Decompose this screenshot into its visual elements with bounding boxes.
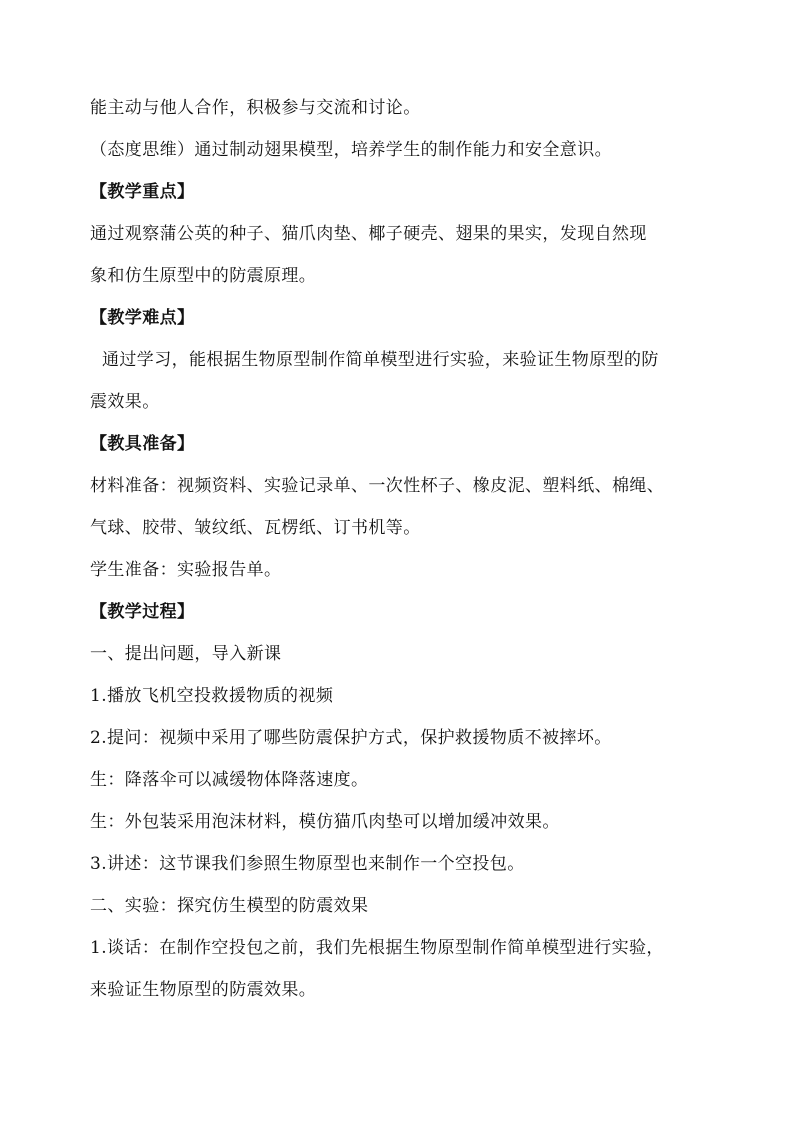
paragraph-line: 气球、胶带、皱纹纸、瓦楞纸、订书机等。	[90, 518, 421, 538]
document-body	[90, 98, 730, 1022]
paragraph-line: 生：降落伞可以减缓物体降落速度。	[90, 770, 369, 790]
section-heading-materials: 【教具准备】	[90, 434, 195, 454]
paragraph-line: 生：外包装采用泡沫材料，模仿猫爪肉垫可以增加缓冲效果。	[90, 812, 560, 832]
paragraph-line: 3.讲述：这节课我们参照生物原型也来制作一个空投包。	[90, 854, 525, 874]
paragraph-line: 象和仿生原型中的防震原理。	[90, 266, 317, 286]
section-heading-key-points: 【教学重点】	[90, 182, 195, 202]
paragraph-line: 1.谈话：在制作空投包之前，我们先根据生物原型制作简单模型进行实验，	[90, 938, 664, 958]
paragraph-line: 通过观察蒲公英的种子、猫爪肉垫、椰子硬壳、翅果的果实，发现自然现	[90, 224, 647, 244]
paragraph-line: 材料准备：视频资料、实验记录单、一次性杯子、橡皮泥、塑料纸、棉绳、	[90, 476, 665, 496]
paragraph-line: 通过学习，能根据生物原型制作简单模型进行实验，来验证生物原型的防	[102, 350, 659, 370]
paragraph-line: 震效果。	[90, 392, 160, 412]
paragraph-line: 一、提出问题，导入新课	[90, 644, 282, 664]
paragraph-line: 能主动与他人合作，积极参与交流和讨论。	[90, 98, 421, 118]
section-heading-difficulties: 【教学难点】	[90, 308, 195, 328]
paragraph-line: 2.提问：视频中采用了哪些防震保护方式，保护救援物质不被摔坏。	[90, 728, 612, 748]
paragraph-line: 1.播放飞机空投救援物质的视频	[90, 686, 334, 706]
paragraph-line: 来验证生物原型的防震效果。	[90, 980, 317, 1000]
paragraph-line: 学生准备：实验报告单。	[90, 560, 282, 580]
section-heading-process: 【教学过程】	[90, 602, 195, 622]
paragraph-line: 二、实验：探究仿生模型的防震效果	[90, 896, 369, 916]
paragraph-line: （态度思维）通过制动翅果模型，培养学生的制作能力和安全意识。	[90, 140, 612, 160]
